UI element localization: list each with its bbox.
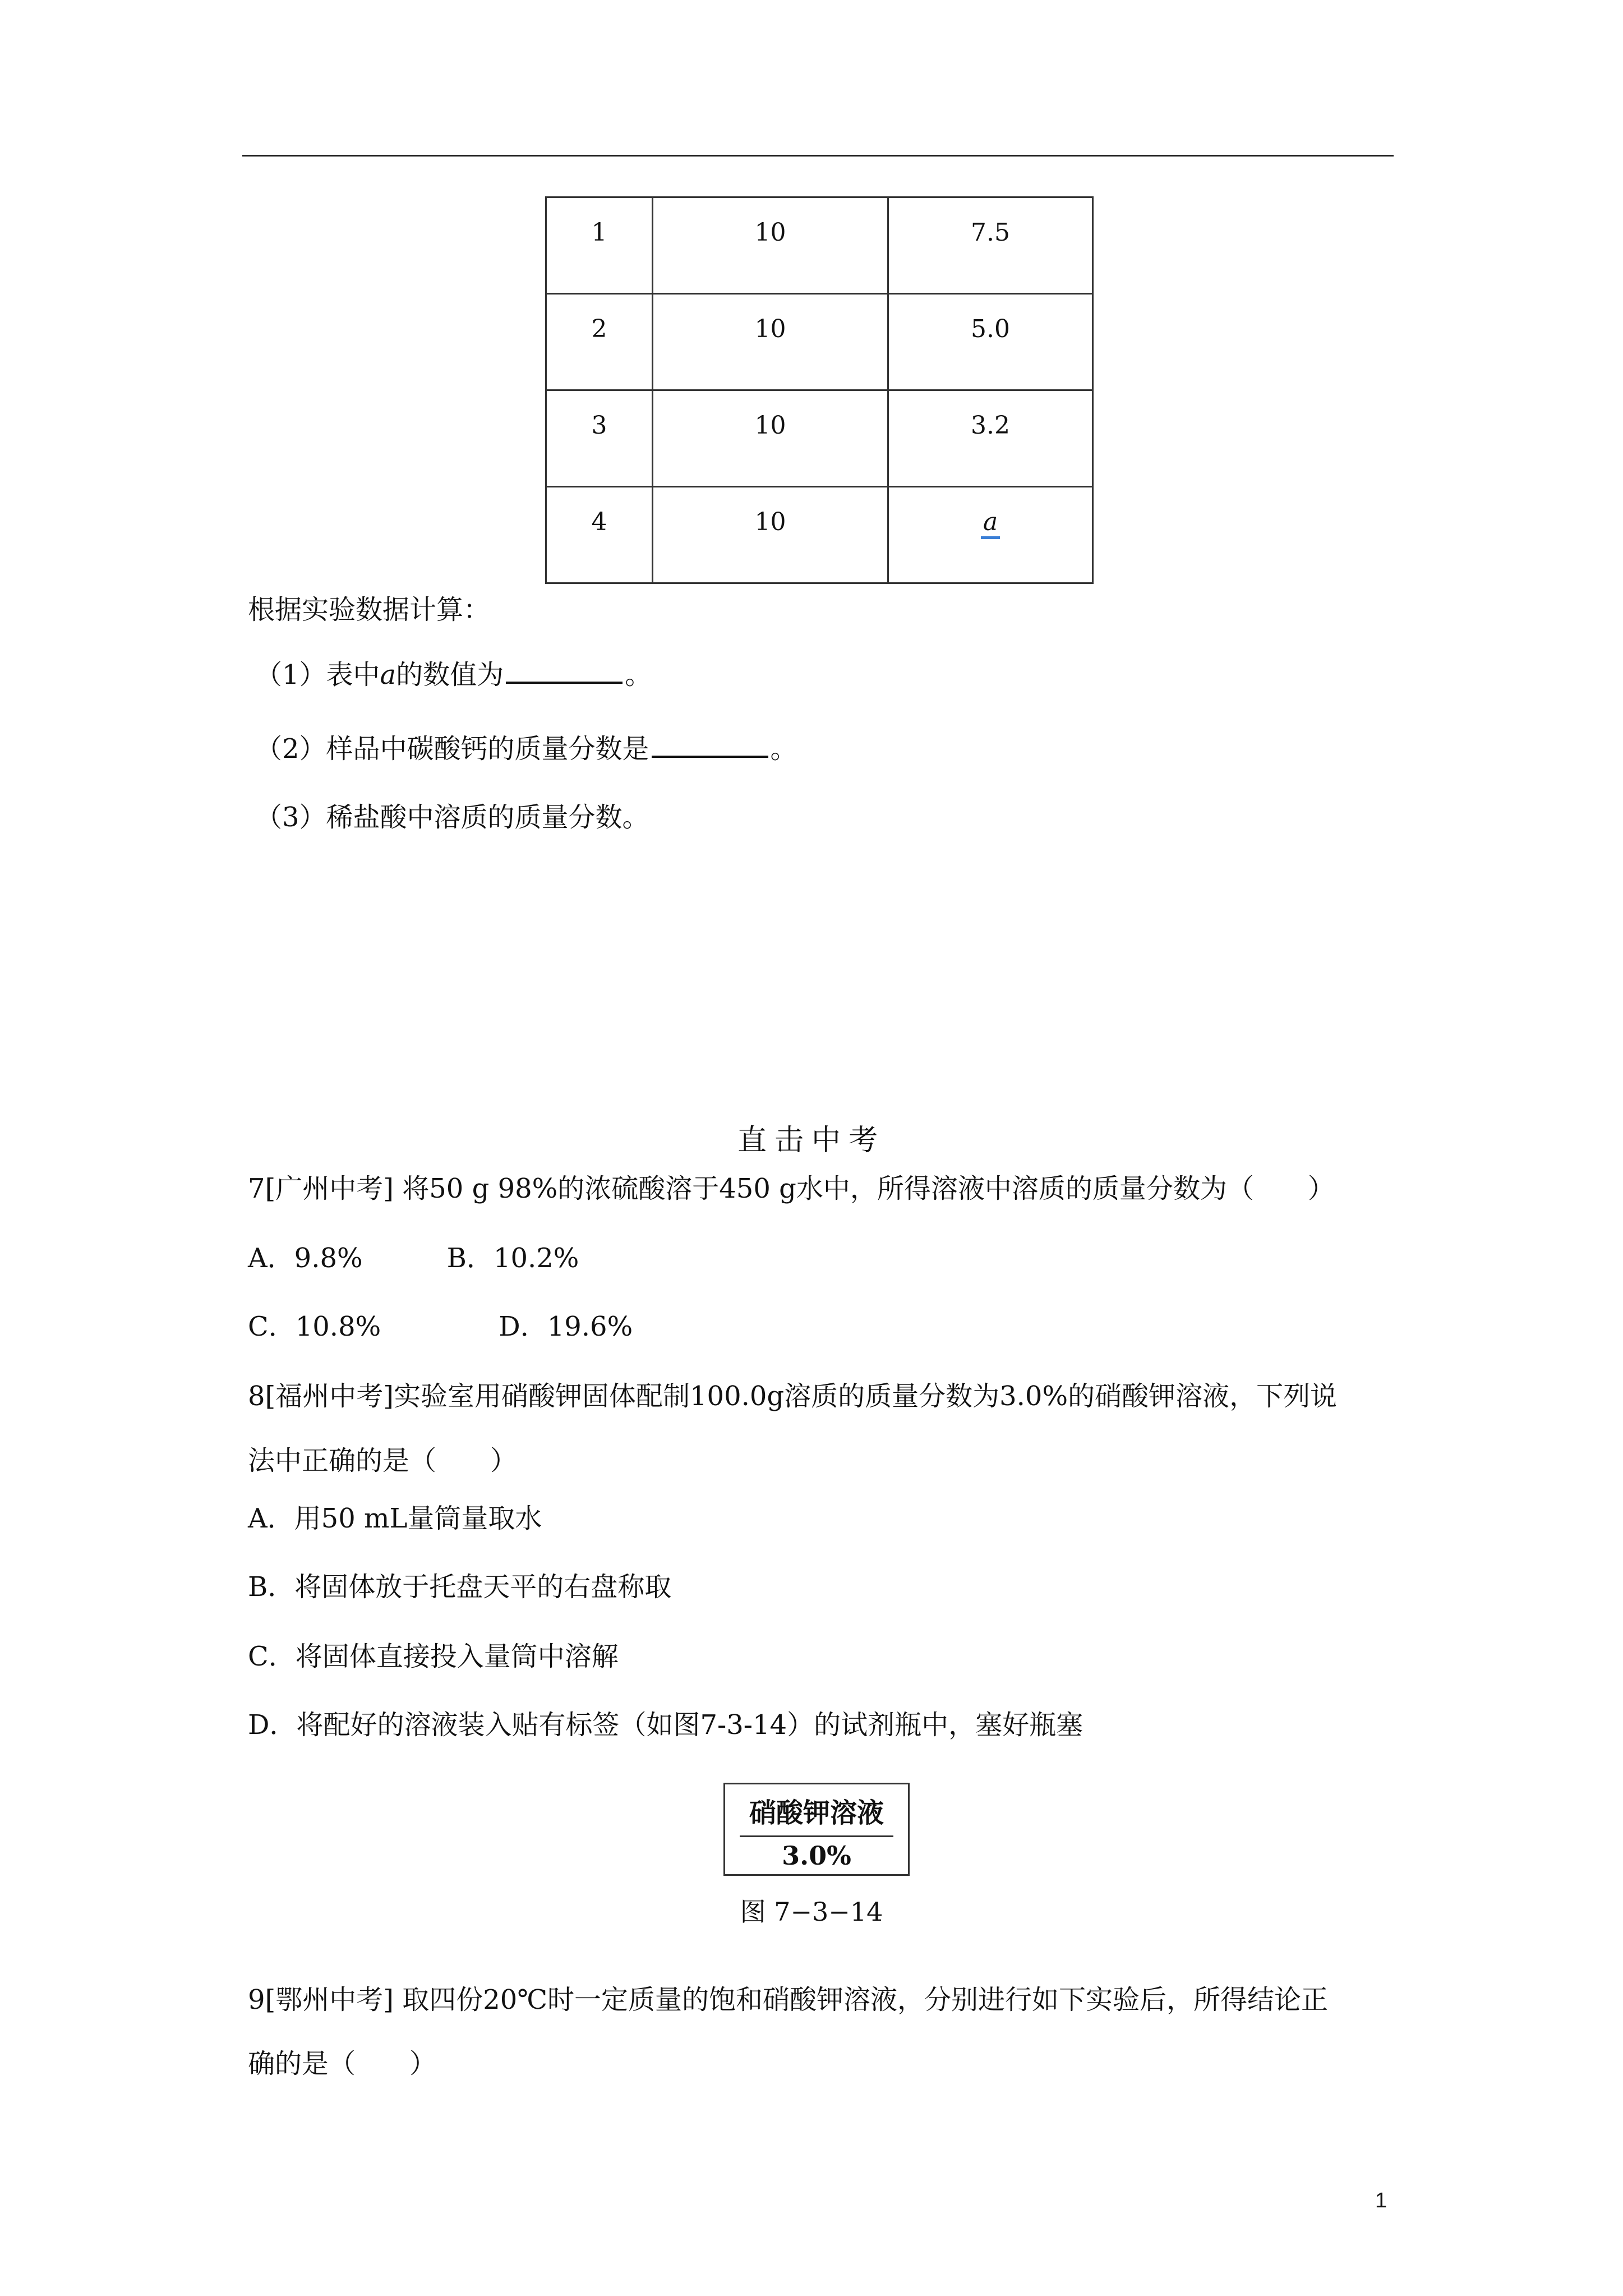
option-a[interactable]: A．9.8% bbox=[248, 1243, 363, 1274]
table-cell: 10 bbox=[653, 390, 888, 487]
answer-blank[interactable] bbox=[506, 657, 623, 684]
table-cell: 3 bbox=[546, 390, 653, 487]
option-c[interactable]: C．10.8% bbox=[248, 1311, 381, 1342]
table-row bbox=[546, 197, 1093, 294]
table-cell: 3.2 bbox=[888, 390, 1093, 487]
label-name: 硝酸钾溶液 bbox=[740, 1791, 893, 1837]
table-cell: 10 bbox=[653, 487, 888, 583]
option-a[interactable]: A．用50 mL量筒量取水 bbox=[248, 1503, 542, 1534]
table-cell: 10 bbox=[653, 197, 888, 294]
question-7-options-cd bbox=[248, 1305, 633, 1343]
table-row bbox=[546, 294, 1093, 390]
option-b[interactable]: B．10.2% bbox=[446, 1243, 579, 1274]
header-rule bbox=[242, 155, 1394, 157]
question-6-3: （3）稀盐酸中溶质的质量分数。 bbox=[255, 802, 649, 833]
variable-a-inline: a bbox=[380, 659, 396, 691]
question-9-line-1: 9[鄂州中考] 取四份20℃时一定质量的饱和硝酸钾溶液，分别进行如下实验后，所得结论正 bbox=[248, 1984, 1329, 2016]
option-d[interactable]: D．将配好的溶液装入贴有标签（如图7-3-14）的试剂瓶中，塞好瓶塞 bbox=[248, 1709, 1083, 1741]
question-6-1: （1）表中a的数值为 。 bbox=[255, 653, 652, 692]
table-cell: 5.0 bbox=[888, 294, 1093, 390]
table-cell: 4 bbox=[546, 487, 653, 583]
table-row bbox=[546, 487, 1093, 583]
table-cell: 2 bbox=[546, 294, 653, 390]
experiment-table bbox=[545, 196, 1094, 584]
question-8-line-2: 法中正确的是（ ） bbox=[248, 1445, 518, 1476]
section-title: 直击中考 bbox=[737, 1124, 886, 1157]
reagent-label-figure bbox=[723, 1783, 910, 1876]
table-cell: 7.5 bbox=[888, 197, 1093, 294]
question-9-line-2: 确的是（ ） bbox=[248, 2048, 437, 2079]
table-row bbox=[546, 390, 1093, 487]
question-7: 7[广州中考] 将50 g 98%的浓硫酸溶于450 g水中，所得溶液中溶质的质量分数为（ ） bbox=[248, 1173, 1335, 1204]
page-number: 1 bbox=[1375, 2189, 1387, 2212]
table-cell bbox=[888, 487, 1093, 583]
option-c[interactable]: C．将固体直接投入量筒中溶解 bbox=[248, 1641, 619, 1672]
intro-text: 根据实验数据计算： bbox=[248, 594, 491, 625]
question-6-2: （2）样品中碳酸钙的质量分数是 。 bbox=[255, 727, 797, 766]
table-cell: 10 bbox=[653, 294, 888, 390]
figure-caption: 图 7−3−14 bbox=[740, 1897, 883, 1927]
question-7-options-ab bbox=[248, 1236, 579, 1275]
variable-a: a bbox=[981, 508, 1000, 539]
question-8-line-1: 8[福州中考]实验室用硝酸钾固体配制100.0g溶质的质量分数为3.0%的硝酸钾溶液，下列说 bbox=[248, 1381, 1338, 1412]
label-percentage: 3.0% bbox=[753, 1841, 880, 1876]
option-d[interactable]: D．19.6% bbox=[499, 1311, 633, 1342]
option-b[interactable]: B．将固体放于托盘天平的右盘称取 bbox=[248, 1571, 672, 1603]
answer-blank[interactable] bbox=[652, 731, 768, 758]
table-cell: 1 bbox=[546, 197, 653, 294]
